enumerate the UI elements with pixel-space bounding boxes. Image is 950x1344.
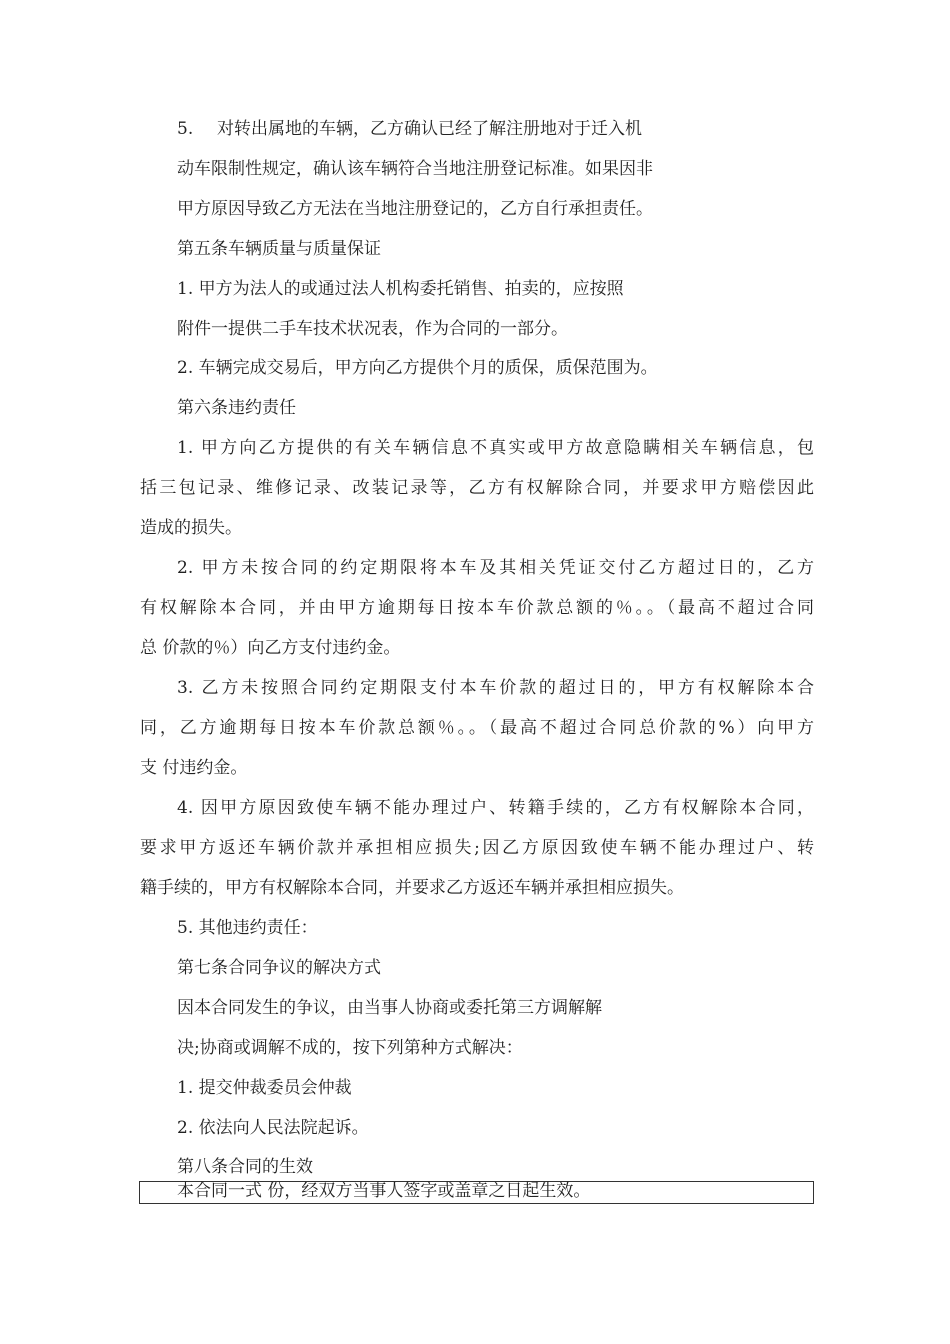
clause-6-item-2-line-1: [177, 556, 814, 580]
line-text: 2. 甲方未按合同的约定期限将本车及其相关凭证交付乙方超过日的，乙方: [177, 558, 814, 578]
clause-8-body-box: [139, 1181, 814, 1204]
line-text: 括三包记录、维修记录、改装记录等，乙方有权解除合同，并要求甲方赔偿因此: [140, 478, 814, 498]
clause-6-item-3-line-3: 支 付违约金。: [140, 758, 248, 778]
clause-4-item-5-line-3: 甲方原因导致乙方无法在当地注册登记的，乙方自行承担责任。: [177, 199, 653, 219]
list-number: 5.: [177, 119, 194, 139]
clause-5-item-2: 2. 车辆完成交易后，甲方向乙方提供个月的质保，质保范围为。: [177, 358, 658, 378]
clause-6-item-4-line-1: [177, 796, 814, 820]
clause-5-item-1-line-2: 附件一提供二手车技术状况表，作为合同的一部分。: [177, 319, 568, 339]
clause-5-item-1-line-1: 1. 甲方为法人的或通过法人机构委托销售、拍卖的，应按照: [177, 279, 624, 299]
line-text: 同，乙方逾期每日按本车价款总额％。。（最高不超过合同总价款的%）向甲方: [140, 718, 814, 738]
line-text: 4. 因甲方原因致使车辆不能办理过户、转籍手续的，乙方有权解除本合同，: [177, 798, 814, 818]
line-text: 有权解除本合同，并由甲方逾期每日按本车价款总额的％。。（最高不超过合同: [140, 598, 814, 618]
clause-6-item-2-line-2: [140, 596, 814, 620]
clause-4-item-5-line-1: [177, 117, 642, 141]
line-text: 3. 乙方未按照合同约定期限支付本车价款的超过日的，甲方有权解除本合: [177, 678, 814, 698]
clause-5-heading: 第五条车辆质量与质量保证: [177, 239, 381, 259]
clause-4-item-5-line-2: 动车限制性规定，确认该车辆符合当地注册登记标准。如果因非: [177, 159, 653, 179]
clause-6-item-5: 5. 其他违约责任：: [177, 918, 318, 938]
clause-7-body-line-1: 因本合同发生的争议，由当事人协商或委托第三方调解解: [177, 998, 602, 1018]
clause-6-item-1-line-3: 造成的损失。: [140, 518, 242, 538]
clause-7-body-line-2: 决;协商或调解不成的，按下列第种方式解决：: [177, 1038, 523, 1058]
line-text: 1. 甲方向乙方提供的有关车辆信息不真实或甲方故意隐瞒相关车辆信息，包: [177, 438, 814, 458]
clause-6-item-2-line-3: 总 价款的％）向乙方支付违约金。: [140, 638, 401, 658]
clause-7-option-1: 1. 提交仲裁委员会仲裁: [177, 1078, 352, 1098]
clause-7-option-2: 2. 依法向人民法院起诉。: [177, 1118, 369, 1138]
line-text: 要求甲方返还车辆价款并承担相应损失;因乙方原因致使车辆不能办理过户、转: [140, 838, 814, 858]
clause-6-item-1-line-2: [140, 476, 814, 500]
clause-6-item-3-line-1: [177, 676, 814, 700]
clause-6-heading: 第六条违约责任: [177, 398, 296, 418]
clause-6-item-1-line-1: [177, 436, 814, 460]
line-text: 对转出属地的车辆，乙方确认已经了解注册地对于迁入机: [217, 119, 642, 139]
clause-6-item-3-line-2: [140, 716, 814, 740]
clause-7-heading: 第七条合同争议的解决方式: [177, 958, 381, 978]
clause-6-item-4-line-2: [140, 836, 814, 860]
clause-6-item-4-line-3: 籍手续的，甲方有权解除本合同，并要求乙方返还车辆并承担相应损失。: [140, 878, 684, 898]
clause-8-heading: 第八条合同的生效: [177, 1157, 313, 1177]
clause-8-body: 本合同一式 份，经双方当事人签字或盖章之日起生效。: [177, 1181, 591, 1201]
